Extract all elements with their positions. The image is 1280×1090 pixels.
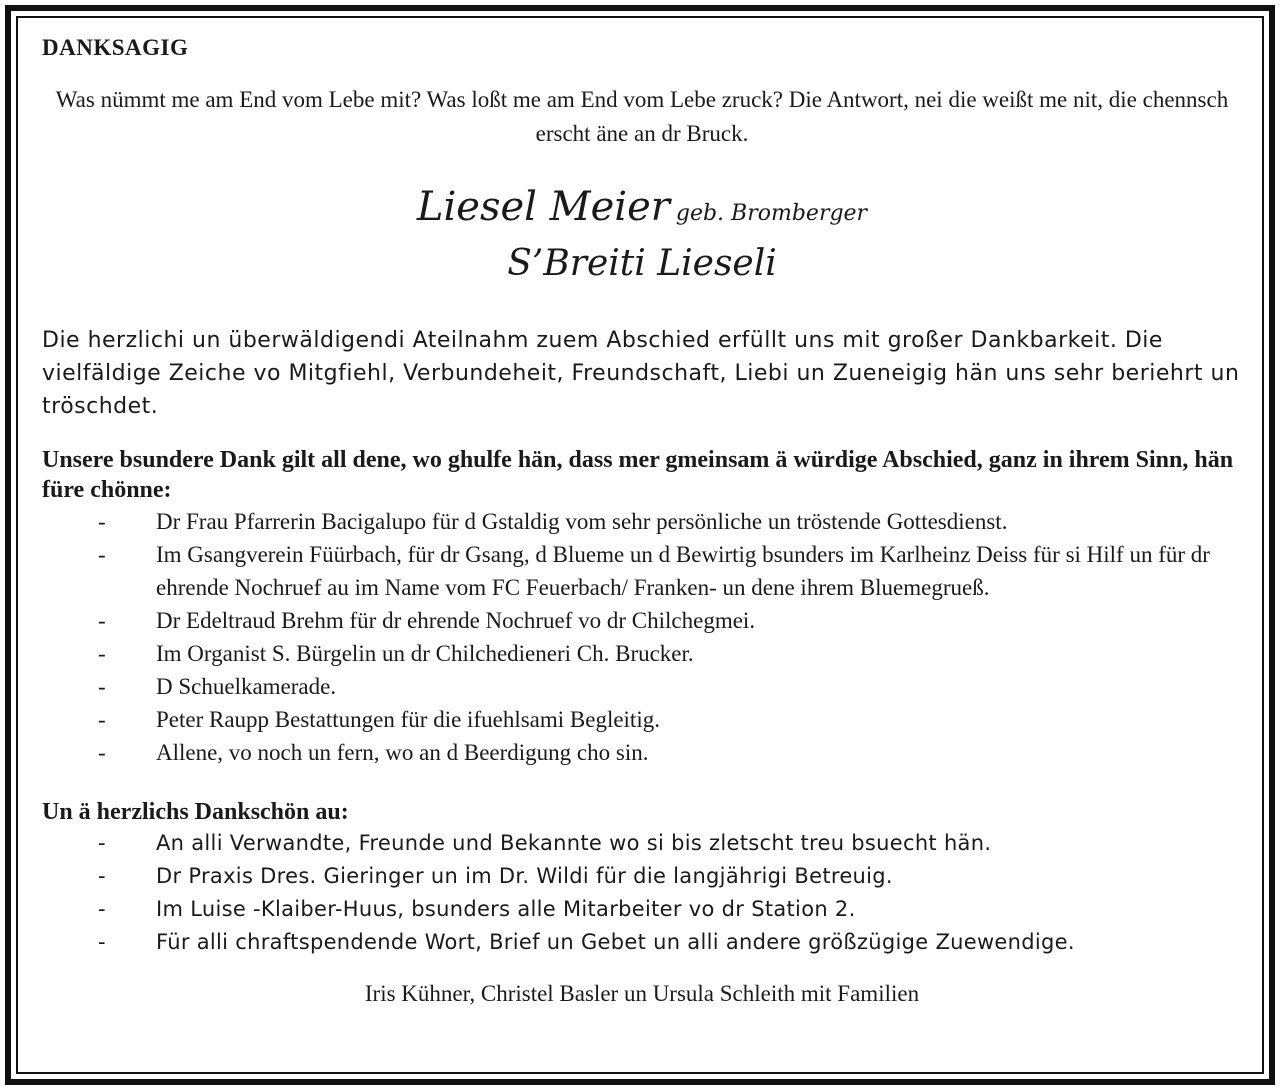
list-item (42, 860, 1242, 893)
thanks-list (42, 505, 1242, 769)
list-dash: - (98, 674, 106, 699)
list-item (42, 926, 1242, 959)
list-dash: - (98, 831, 106, 855)
list-item-text: Im Gsangverein Füürbach, für dr Gsang, d Blueme un d Bewirtig bsunders im Karlheinz Deiss für si Hilf un für dr ehrende Nochruef au im Name vom FC Feuerbach/ Franken- un dene ihrem Bluemegrueß. (156, 542, 1210, 600)
list-item-text: Dr Praxis Dres. Gieringer un im Dr. Wildi für die langjährigi Betreuig. (156, 864, 893, 888)
list-dash: - (98, 707, 106, 732)
list-item (42, 538, 1242, 604)
list-item-text: Im Luise -Klaiber-Huus, bsunders alle Mitarbeiter vo dr Station 2. (156, 897, 856, 921)
list-item-text: D Schuelkamerade. (156, 674, 337, 699)
list-dash: - (98, 864, 106, 888)
list-item-text: Dr Frau Pfarrerin Bacigalupo für d Gstaldig vom sehr persönliche un tröstende Gottesdienst. (156, 509, 1008, 534)
notice-content (42, 30, 1242, 1010)
list-item (42, 670, 1242, 703)
list-item-text: Peter Raupp Bestattungen für die ifuehlsami Begleitig. (156, 707, 660, 732)
gratitude-lead: Un ä herzlichs Dankschön au: (42, 799, 349, 825)
deceased-name: Liesel Meier (416, 184, 670, 230)
list-item (42, 893, 1242, 926)
list-dash: - (98, 641, 106, 666)
list-item (42, 827, 1242, 860)
list-dash: - (98, 740, 106, 765)
list-item (42, 736, 1242, 769)
intro-paragraph: Die herzlichi un überwäldigendi Ateilnahm zuem Abschied erfüllt uns mit großer Dankbarkeit. Die vielfäldige Zeiche vo Mitgfiehl, Verbundeheit, Freundschaft, Liebi un Zueneigig hän uns sehr beriehrt un tröschdet. (42, 328, 1240, 419)
maiden-name: geb. Bromberger (675, 201, 868, 226)
gratitude-list (42, 827, 1242, 959)
list-item-text: Dr Edeltraud Brehm für dr ehrende Nochruef vo dr Chilchegmei. (156, 608, 756, 633)
list-dash: - (98, 542, 106, 567)
list-item-text: Im Organist S. Bürgelin un dr Chilchedieneri Ch. Brucker. (156, 641, 694, 666)
list-dash: - (98, 930, 106, 954)
deceased-name-block (42, 181, 1242, 288)
motto-verse: Was nümmt me am End vom Lebe mit? Was loßt me am End vom Lebe zruck? Die Antwort, nei die weißt me nit, die chennsch erscht äne an dr Bruck. (55, 87, 1229, 146)
list-dash: - (98, 509, 106, 534)
list-item-text: An alli Verwandte, Freunde und Bekannte wo si bis zletscht treu bsuecht hän. (156, 831, 992, 855)
list-item (42, 703, 1242, 736)
list-item-text: Allene, vo noch un fern, wo an d Beerdigung cho sin. (156, 740, 649, 765)
list-item (42, 505, 1242, 538)
list-dash: - (98, 608, 106, 633)
deceased-name-line (42, 181, 1242, 240)
list-item-text: Für alli chraftspendende Wort, Brief un Gebet un alli andere größzügige Zuewendige. (156, 930, 1075, 954)
list-item (42, 637, 1242, 670)
thanks-lead: Unsere bsundere Dank gilt all dene, wo ghulfe hän, dass mer gmeinsam ä würdige Abschied, ganz in ihrem Sinn, hän füre chönne: (42, 447, 1234, 503)
list-dash: - (98, 897, 106, 921)
deceased-nickname: S’Breiti Lieseli (507, 243, 777, 284)
notice-heading: DANKSAGIG (42, 35, 189, 60)
signature: Iris Kühner, Christel Basler un Ursula Schleith mit Familien (364, 981, 920, 1006)
list-item (42, 604, 1242, 637)
